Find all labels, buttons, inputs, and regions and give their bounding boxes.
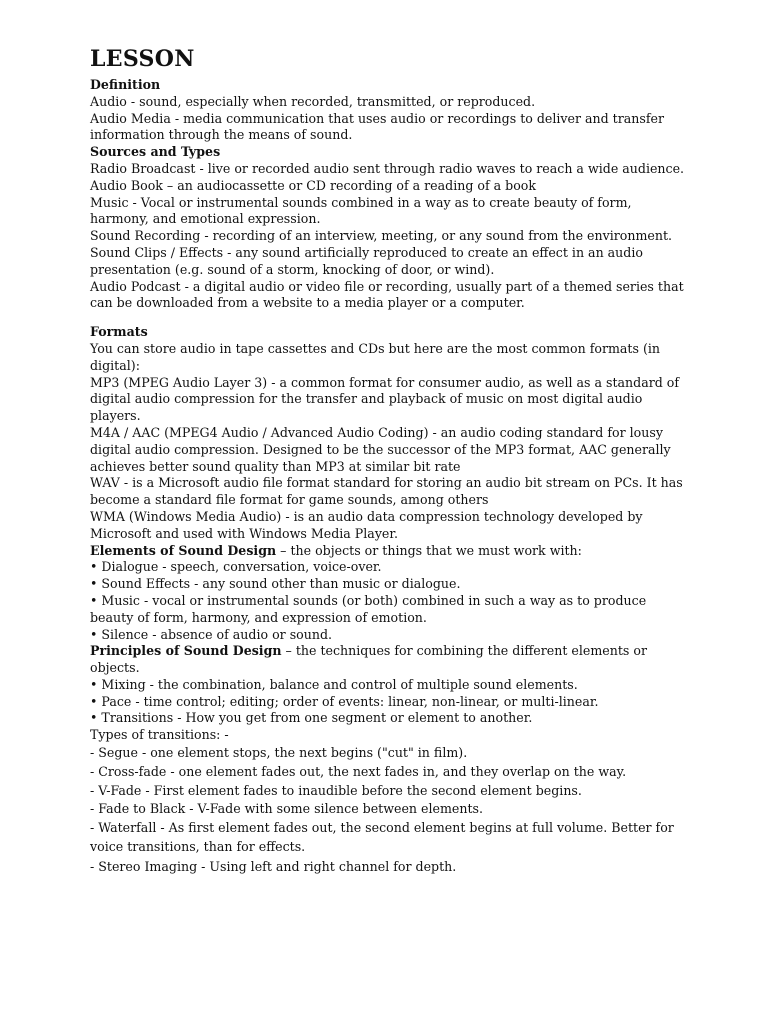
format-item-mp3: MP3 (MPEG Audio Layer 3) - a common format for consumer audio, as well as a standard of digital audio compression for the transfer and playback of music on most digital audio players.: [90, 374, 680, 424]
source-item-audio-book: Audio Book – an audiocassette or CD recording of a reading of a book: [90, 177, 537, 193]
transition-item-waterfall: - Waterfall - As first element fades out, the second element begins at full volume. Better for voice transitions, than for effects.: [90, 820, 674, 855]
elements-heading-rest: – the objects or things that we must work with:: [276, 542, 582, 558]
format-item-wma: WMA (Windows Media Audio) - is an audio data compression technology developed by Microsoft and used with Windows Media Player.: [90, 508, 643, 541]
principles-heading-line: [90, 643, 690, 677]
elements-heading: Elements of Sound Design: [90, 542, 277, 558]
transition-item-cross-fade: - Cross-fade - one element fades out, the next fades in, and they overlap on the way.: [90, 763, 627, 779]
source-item-podcast: Audio Podcast - a digital audio or video file or recording, usually part of a themed series that can be downloaded from a website to a media player or a computer.: [90, 278, 684, 311]
element-item-silence: • Silence - absence of audio or sound.: [90, 626, 333, 642]
principles-heading-rest: – the techniques for combining the different elements or objects.: [90, 643, 647, 676]
definition-item-audio-media: Audio Media - media communication that uses audio or recordings to deliver and transfer information through the means of sound.: [90, 110, 664, 143]
principle-item-transitions: • Transitions - How you get from one segment or element to another.: [90, 710, 533, 726]
elements-heading-line: [90, 543, 690, 560]
transition-item-segue: - Segue - one element stops, the next begins ("cut" in film).: [90, 745, 468, 761]
format-item-wav: WAV - is a Microsoft audio file format standard for storing an audio bit stream on PCs. It has become a standard file format for game sounds, among others: [90, 475, 683, 508]
element-item-music: • Music - vocal or instrumental sounds (or both) combined in such a way as to produce beauty of form, harmony, and expression of emotion.: [90, 592, 647, 625]
element-item-dialogue: • Dialogue - speech, conversation, voice-over.: [90, 559, 382, 575]
lesson-document: [90, 44, 690, 876]
principle-item-pace: • Pace - time control; editing; order of events: linear, non-linear, or multi-linear.: [90, 693, 599, 709]
principle-item-mixing: • Mixing - the combination, balance and control of multiple sound elements.: [90, 676, 578, 692]
definition-item-audio: Audio - sound, especially when recorded, transmitted, or reproduced.: [90, 93, 536, 109]
source-item-radio: Radio Broadcast - live or recorded audio sent through radio waves to reach a wide audience.: [90, 160, 685, 176]
element-item-sound-effects: • Sound Effects - any sound other than music or dialogue.: [90, 576, 461, 592]
source-item-sound-recording: Sound Recording - recording of an interview, meeting, or any sound from the environment.: [90, 228, 673, 244]
transition-item-stereo-imaging: - Stereo Imaging - Using left and right channel for depth.: [90, 858, 457, 874]
formats-heading: Formats: [90, 324, 148, 340]
formats-intro: You can store audio in tape cassettes and CDs but here are the most common formats (in digital):: [90, 340, 661, 373]
format-item-m4a: M4A / AAC (MPEG4 Audio / Advanced Audio Coding) - an audio coding standard for lousy digital audio compression. Designed to be the successor of the MP3 format, AAC generally achieves better sound quality than MP3 at similar bit rate: [90, 424, 671, 474]
transition-item-v-fade: - V-Fade - First element fades to inaudible before the second element begins.: [90, 782, 582, 798]
sources-heading: Sources and Types: [90, 144, 221, 160]
transition-item-fade-to-black: - Fade to Black - V-Fade with some silence between elements.: [90, 801, 484, 817]
source-item-music: Music - Vocal or instrumental sounds combined in a way as to create beauty of form, harmony, and emotional expression.: [90, 194, 632, 227]
principles-heading: Principles of Sound Design: [90, 643, 282, 659]
page-title: LESSON: [90, 46, 195, 72]
source-item-sound-clips: Sound Clips / Effects - any sound artificially reproduced to create an effect in an audio presentation (e.g. sound of a storm, knocking of door, or wind).: [90, 244, 643, 277]
transitions-intro: Types of transitions: -: [90, 727, 229, 743]
definition-heading: Definition: [90, 77, 161, 92]
